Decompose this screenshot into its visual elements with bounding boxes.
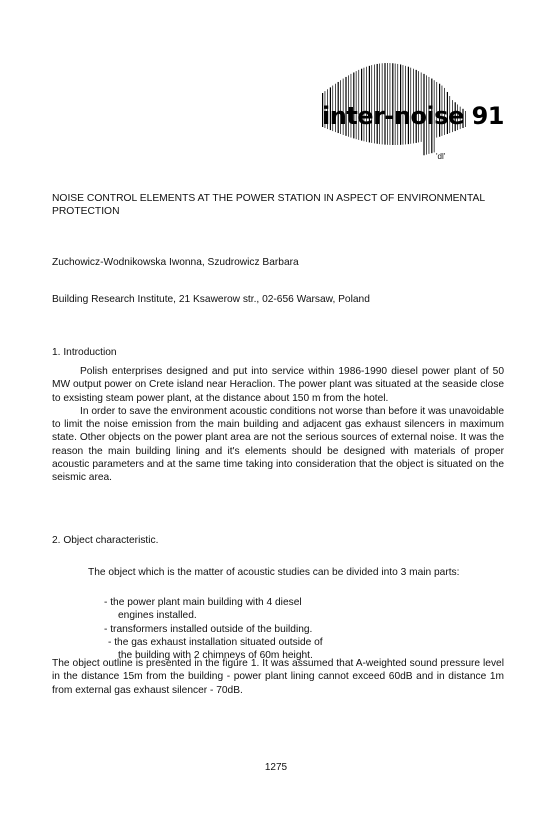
list-item: - the gas exhaust installation situated outside of [108, 636, 323, 648]
logo-text: inter-noise 91 [322, 102, 504, 130]
list-item: engines installed. [118, 610, 197, 622]
section-1-paragraph-2: In order to save the environment acoustic conditions not worse than before it was unavoidable to limit the noise emission from the main building and adjacent gas exhaust silencers in maximum state. Other objects on the power plant area are not the serious sources of external noise. It was the reason the main building lining and it's elements should be designed with materials of proper acoustic parameters and at the same time taking into consideration that the object is situated on the seismic area. [52, 405, 504, 484]
logo-small-mark: 'dl' [436, 152, 446, 161]
authors: Zuchowicz-Wodnikowska Iwonna, Szudrowicz Barbara [52, 257, 299, 268]
section-1-paragraph-1: Polish enterprises designed and put into service within 1986-1990 diesel power plant of 50 MW output power on Crete island near Heraclion. The power plant was situated at the seaside close to exsisting steam power plant, at the distance about 150 m from the hotel. [52, 366, 504, 404]
section-2-heading: 2. Object characteristic. [52, 535, 159, 546]
section-1-body [52, 365, 504, 485]
section-2-intro: The object which is the matter of acoustic studies can be divided into 3 main parts: [88, 567, 460, 578]
section-2-paragraph: The object outline is presented in the figure 1. It was assumed that A-weighted sound pressure level in the distance 15m from the building - power plant lining cannot exceed 60dB and in distance 1m from external gas exhaust silencer - 70dB. [52, 658, 504, 696]
section-1-heading: 1. Introduction [52, 347, 117, 358]
section-2-parts-list [0, 596, 552, 662]
list-item: - the power plant main building with 4 diesel [104, 597, 302, 608]
affiliation: Building Research Institute, 21 Ksawerow str., 02-656 Warsaw, Poland [52, 294, 370, 305]
page-number: 1275 [264, 762, 288, 773]
paper-title: NOISE CONTROL ELEMENTS AT THE POWER STATION IN ASPECT OF ENVIRONMENTAL PROTECTION [52, 193, 485, 218]
list-item: - transformers installed outside of the building. [104, 623, 313, 635]
list-item: the building with 2 chimneys of 60m height. [118, 650, 313, 662]
